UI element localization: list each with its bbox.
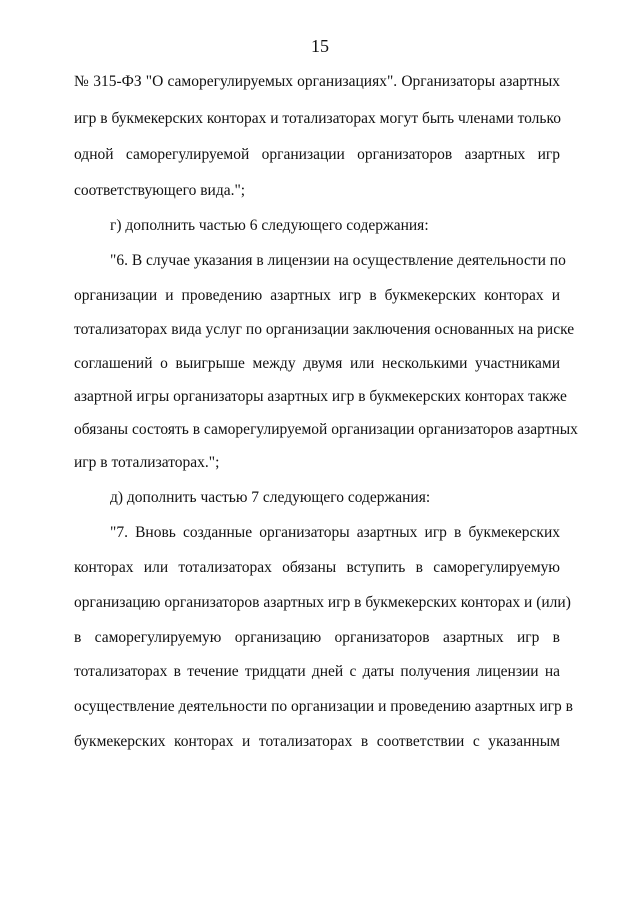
- text-line: соответствующего вида.";: [74, 182, 246, 199]
- text-line: игр в тотализаторах.";: [74, 454, 220, 471]
- text-line: "7. Вновь созданные организаторы азартных игр в букмекерских: [110, 524, 560, 541]
- text-line: игр в букмекерских конторах и тотализаторах могут быть членами только: [74, 110, 561, 127]
- text-line: обязаны состоять в саморегулируемой организации организаторов азартных: [74, 421, 578, 438]
- text-line: организацию организаторов азартных игр в букмекерских конторах и (или): [74, 594, 571, 611]
- text-line: тотализаторах вида услуг по организации заключения основанных на риске: [74, 321, 575, 338]
- text-line: конторах или тотализаторах обязаны вступить в саморегулируемую: [74, 559, 560, 576]
- text-line: букмекерских конторах и тотализаторах в соответствии с указанным: [74, 733, 560, 750]
- text-line: тотализаторах в течение тридцати дней с даты получения лицензии на: [74, 663, 560, 680]
- text-line: организации и проведению азартных игр в букмекерских конторах и: [74, 287, 560, 304]
- text-line: в саморегулируемую организацию организаторов азартных игр в: [74, 629, 560, 646]
- text-line: осуществление деятельности по организации и проведению азартных игр в: [74, 698, 573, 715]
- text-line: № 315-ФЗ "О саморегулируемых организациях". Организаторы азартных: [74, 73, 560, 90]
- text-line: одной саморегулируемой организации организаторов азартных игр: [74, 146, 560, 163]
- text-line: д) дополнить частью 7 следующего содержания:: [110, 489, 431, 506]
- text-line: "6. В случае указания в лицензии на осуществление деятельности по: [110, 252, 566, 269]
- text-line: г) дополнить частью 6 следующего содержания:: [110, 217, 429, 234]
- text-line: соглашений о выигрыше между двумя или несколькими участниками: [74, 355, 560, 372]
- page-number: 15: [311, 36, 329, 56]
- text-line: азартной игры организаторы азартных игр в букмекерских конторах также: [74, 388, 567, 405]
